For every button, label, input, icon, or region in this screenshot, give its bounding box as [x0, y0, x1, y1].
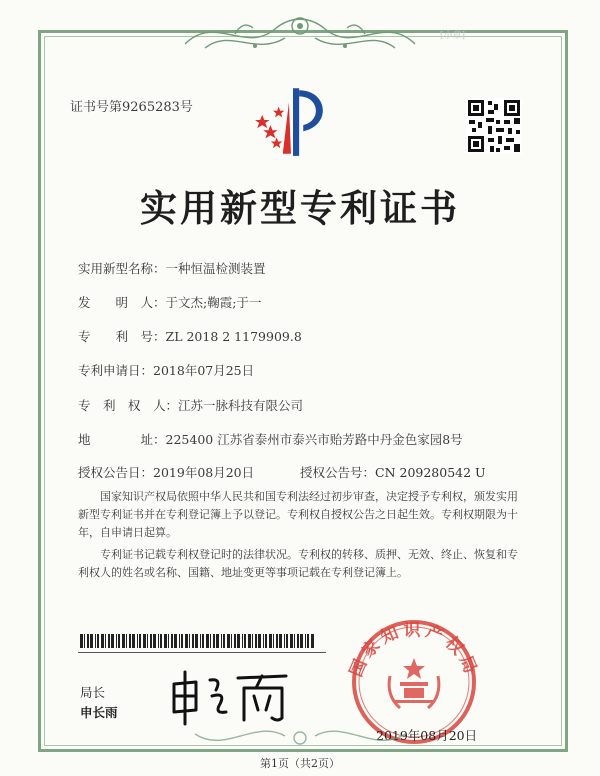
signatory-name: 申长雨	[80, 705, 118, 720]
top-ornament	[175, 4, 425, 64]
field-address	[78, 430, 463, 448]
corner-mark: [小章]	[440, 31, 466, 41]
field-value: 225400 江苏省泰州市泰兴市贻芳路中丹金色家园8号	[165, 432, 463, 447]
field-value: 2018年07月25日	[153, 363, 255, 378]
field-utility-model-name	[78, 259, 266, 277]
certificate-title: 实用新型专利证书	[140, 187, 460, 230]
field-value: 一种恒温检测装置	[165, 261, 266, 276]
seal-date: 2019年08月20日	[376, 728, 478, 743]
qr-code	[466, 98, 522, 154]
field-patentee	[78, 396, 303, 414]
field-label: 地 址：	[78, 432, 166, 447]
field-label: 授权公告日：	[78, 465, 154, 480]
field-value: ZL 2018 2 1179909.8	[165, 329, 302, 344]
field-patent-number	[78, 327, 302, 345]
barcode	[80, 634, 315, 648]
field-value: CN 209280542 U	[375, 465, 486, 480]
field-label: 专 利 权 人：	[78, 398, 179, 413]
seal-text: 国家知识产权局	[346, 620, 482, 680]
field-value: 江苏一脉科技有限公司	[178, 398, 304, 413]
barcode-divider	[78, 652, 326, 653]
field-label: 授权公告号：	[300, 465, 376, 480]
field-inventors	[78, 293, 261, 311]
patent-office-logo-icon	[252, 80, 334, 162]
field-application-date	[78, 361, 254, 379]
page-number: 第1页（共2页）	[260, 757, 340, 770]
field-value: 于文杰;鞠霞;于一	[165, 295, 262, 310]
field-grant-date	[78, 463, 254, 481]
field-label: 实用新型名称：	[78, 261, 166, 276]
signatory-role: 局长	[80, 685, 106, 700]
certificate-number: 证书号第9265283号	[70, 100, 193, 115]
grant-statement-paragraph: 国家知识产权局依照中华人民共和国专利法经过初步审查，决定授予专利权，颁发实用新型专利证书并在专利登记簿上予以登记。专利权自授权公告之日起生效。专利权期限为十年，自申请日起算。	[78, 490, 518, 539]
field-label: 发 明 人：	[78, 295, 166, 310]
field-label: 专 利 号：	[78, 329, 166, 344]
field-label: 专利申请日：	[78, 363, 154, 378]
field-publication-number	[300, 463, 486, 481]
legal-status-paragraph: 专利证书记载专利权登记时的法律状况。专利权的转移、质押、无效、终止、恢复和专利权人的姓名或名称、国籍、地址变更等事项记载在专利登记簿上。	[78, 548, 518, 579]
field-value: 2019年08月20日	[153, 465, 255, 480]
